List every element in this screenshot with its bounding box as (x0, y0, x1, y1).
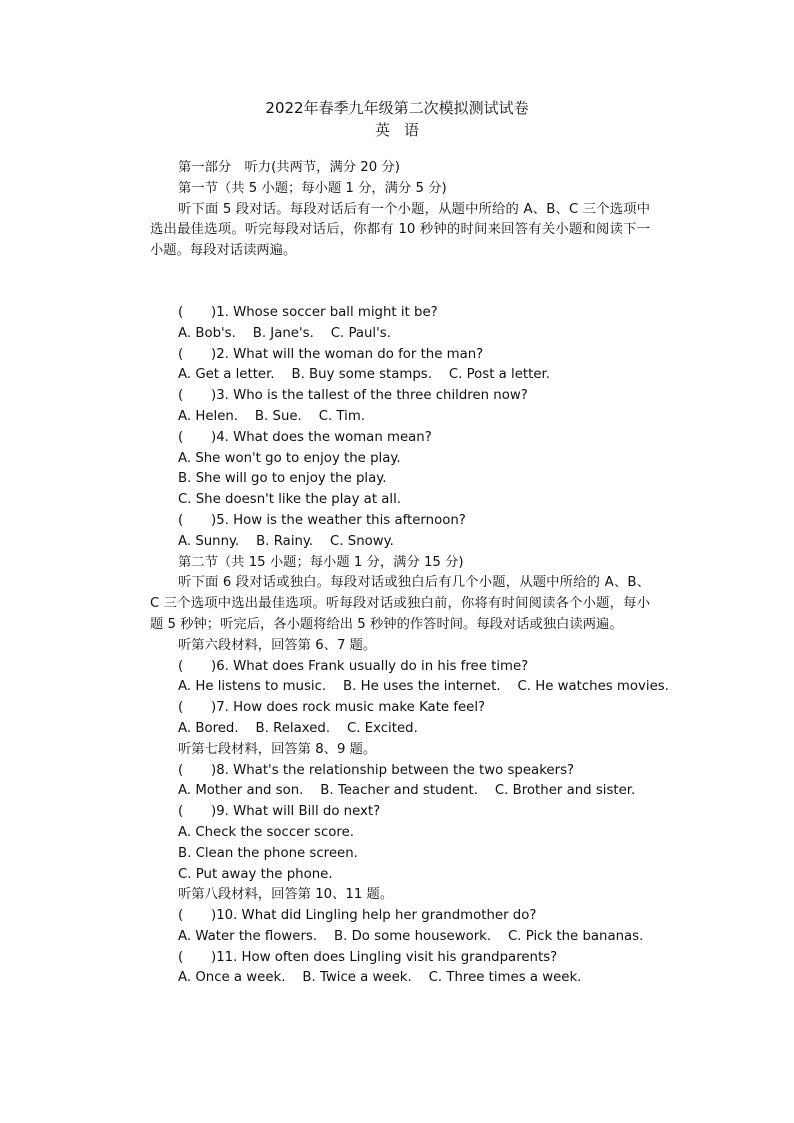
answer-blank: ( (178, 700, 184, 716)
question-11 (150, 948, 650, 969)
question-text: )3. Who is the tallest of the three children now? (211, 388, 528, 404)
answer-blank: ( (178, 429, 184, 445)
blank-space (150, 262, 650, 303)
question-text: )10. What did Lingling help her grandmother do? (211, 908, 537, 924)
question-6 (150, 657, 650, 678)
answer-blank: ( (178, 304, 184, 320)
question-text: )1. Whose soccer ball might it be? (211, 304, 438, 320)
answer-blank: ( (178, 346, 184, 362)
answer-blank: ( (178, 762, 184, 778)
question-5-options: A. Sunny. B. Rainy. C. Snowy. (178, 533, 394, 549)
question-text: )9. What will Bill do next? (211, 804, 381, 820)
question-9-option-c: C. Put away the phone. (178, 866, 333, 882)
question-9-option-a: A. Check the soccer score. (178, 824, 355, 840)
question-text: )2. What will the woman do for the man? (211, 346, 484, 362)
answer-blank: ( (178, 658, 184, 674)
question-4 (150, 428, 650, 449)
answer-blank: ( (178, 804, 184, 820)
question-6-options: A. He listens to music. B. He uses the internet. C. He watches movies. (178, 679, 669, 695)
question-1 (150, 303, 650, 324)
question-text: )11. How often does Lingling visit his grandparents? (211, 949, 558, 965)
section1-heading: 第一节（共 5 小题；每小题 1 分，满分 5 分) (178, 180, 447, 196)
question-4-option-c: C. She doesn't like the play at all. (178, 492, 402, 508)
question-4-option-b: B. She will go to enjoy the play. (178, 471, 387, 487)
exam-title: 2022年春季九年级第二次模拟测试试卷 (265, 99, 529, 117)
answer-blank: ( (178, 949, 184, 965)
question-text: )8. What's the relationship between the two speakers? (211, 762, 575, 778)
question-2 (150, 345, 650, 366)
question-2-options: A. Get a letter. B. Buy some stamps. C. Post a letter. (178, 367, 550, 383)
question-9-option-b: B. Clean the phone screen. (178, 845, 358, 861)
question-3 (150, 386, 650, 407)
question-text: )7. How does rock music make Kate feel? (211, 700, 486, 716)
question-9 (150, 802, 650, 823)
question-5 (150, 511, 650, 532)
answer-blank: ( (178, 388, 184, 404)
section2-heading: 第二节（共 15 小题；每小题 1 分，满分 15 分) (178, 554, 464, 570)
question-1-options: A. Bob's. B. Jane's. C. Paul's. (178, 325, 391, 341)
question-7-options: A. Bored. B. Relaxed. C. Excited. (178, 720, 418, 736)
exam-content (150, 158, 669, 989)
segment-7-heading: 听第七段材料，回答第 8、9 题。 (178, 741, 377, 757)
part1-heading: 第一部分 听力(共两节，满分 20 分) (178, 160, 400, 175)
question-8 (150, 761, 650, 782)
question-8-options: A. Mother and son. B. Teacher and student. C. Brother and sister. (178, 783, 636, 799)
question-7 (150, 698, 650, 719)
segment-8-heading: 听第八段材料，回答第 10、11 题。 (178, 887, 394, 903)
question-3-options: A. Helen. B. Sue. C. Tim. (178, 408, 366, 424)
question-text: )5. How is the weather this afternoon? (211, 512, 466, 528)
question-text: )4. What does the woman mean? (211, 429, 432, 445)
question-11-options: A. Once a week. B. Twice a week. C. Three times a week. (178, 970, 582, 986)
answer-blank: ( (178, 908, 184, 924)
answer-blank: ( (178, 512, 184, 528)
question-10 (150, 906, 650, 927)
question-10-options: A. Water the flowers. B. Do some housework. C. Pick the bananas. (178, 928, 644, 944)
subject-title: 英语 (374, 121, 433, 139)
section2-instructions: 听下面 6 段对话或独白。每段对话或独白后有几个小题，从题中所给的 A、B、C 三个选项中选出最佳选项。听每段对话或独白前，你将有时间阅读各个小题，每小题 5 秒钟；听完后，各小题将给出 5 秒钟的作答时间。每段对话或独白读两遍。 (150, 575, 650, 632)
segment-6-heading: 听第六段材料，回答第 6、7 题。 (178, 637, 377, 653)
question-text: )6. What does Frank usually do in his free time? (211, 658, 529, 674)
section1-instructions: 听下面 5 段对话。每段对话后有一个小题，从题中所给的 A、B、C 三个选项中选出最佳选项。听完每段对话后，你都有 10 秒钟的时间来回答有关小题和阅读下一小题。每段对话读两遍。 (150, 201, 650, 259)
question-4-option-a: A. She won't go to enjoy the play. (178, 450, 401, 466)
